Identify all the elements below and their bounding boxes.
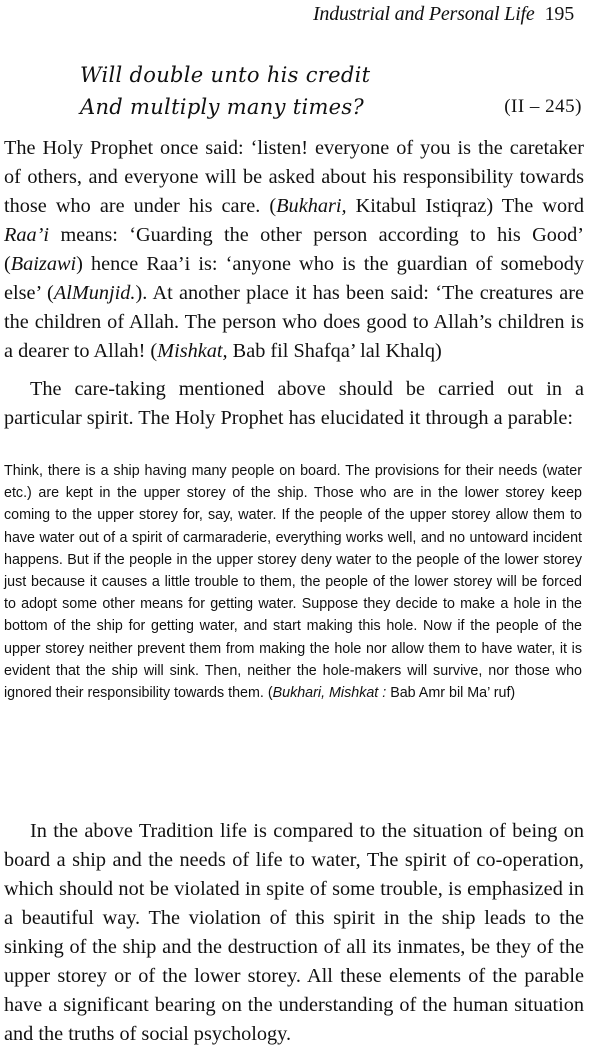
paragraph-parable-intro: The care-taking mentioned above should be carried out in a particular spirit. The Holy Prophet has elucidated it through a parable: <box>4 378 584 429</box>
running-header <box>313 3 574 26</box>
verse-reference: (II – 245) <box>504 96 582 117</box>
citation: Baizawi <box>10 253 77 275</box>
paragraph-caretaker <box>4 134 584 366</box>
verse-line-2-text: And multiply many times? <box>80 95 365 119</box>
text-run: ). At another place it has been said: ‘The creatures are the children of Allah. The person who does good to Allah’s children is a dearer to Allah! ( <box>4 282 584 362</box>
citation: Bukhari, <box>276 195 347 217</box>
verse-line-1: Will double unto his credit <box>80 63 371 87</box>
citation: Mishkat, <box>157 340 228 362</box>
verse-line-2 <box>80 92 582 122</box>
citation: Bukhari, Mishkat : <box>272 685 387 702</box>
text-run: Kitabul Istiqraz) The word <box>346 195 584 217</box>
quote-text: Think, there is a ship having many people on board. The provisions for their needs (water etc.) are kept in the upper storey of the ship. Those who are in the lower storey keep coming to the upper storey for, say, water. If the people of the upper storey allow them to have water out of a spirit of carmaraderie, everything works well, and no untoward incident happens. But if the people in the upper storey deny water to the people of the lower storey just because it causes a little trouble to them, the people of the lower storey will be forced to adopt some other means for getting water. Suppose they decide to make a hole in the bottom of the ship for getting water, and start making this hole. Now if the people of the upper storey neither prevent them from making the hole nor allow them to have water, it is evident that the ship will sink. Then, neither the hole-makers will survive, nor those who ignored their responsibility towards them. ( <box>4 463 582 702</box>
parable-quote <box>4 460 582 704</box>
page-number: 195 <box>544 3 574 25</box>
paragraph-interpretation: In the above Tradition life is compared to the situation of being on board a ship and the needs of life to water, The spirit of co-operation, which should not be violated in spite of some trouble, is emphasized in a beautiful way. The violation of this spirit in the ship leads to the sinking of the ship and the destruction of all its inmates, be they of the upper storey or of the lower storey. All these elements of the parable have a significant bearing on the understanding of the human situation and the truths of social psychology. <box>4 820 584 1045</box>
text-run: means: ‘Guarding the other person according to his Good’ ( <box>4 224 584 275</box>
text-run: ) hence Raa’i is: ‘anyone who is the guardian of somebody else’ ( <box>4 253 584 304</box>
text-run: The Holy Prophet once said: ‘listen! everyone of you is the caretaker of others, and everyone will be asked about his responsibility towards those who are under his care. ( <box>4 137 584 217</box>
term: Raa’i <box>4 224 50 246</box>
citation: AlMunjid. <box>53 282 136 304</box>
text-run: Bab fil Shafqa’ lal Khalq) <box>227 340 442 362</box>
text-run: Bab Amr bil Ma’ ruf) <box>386 685 516 702</box>
chapter-title: Industrial and Personal Life <box>312 3 535 25</box>
